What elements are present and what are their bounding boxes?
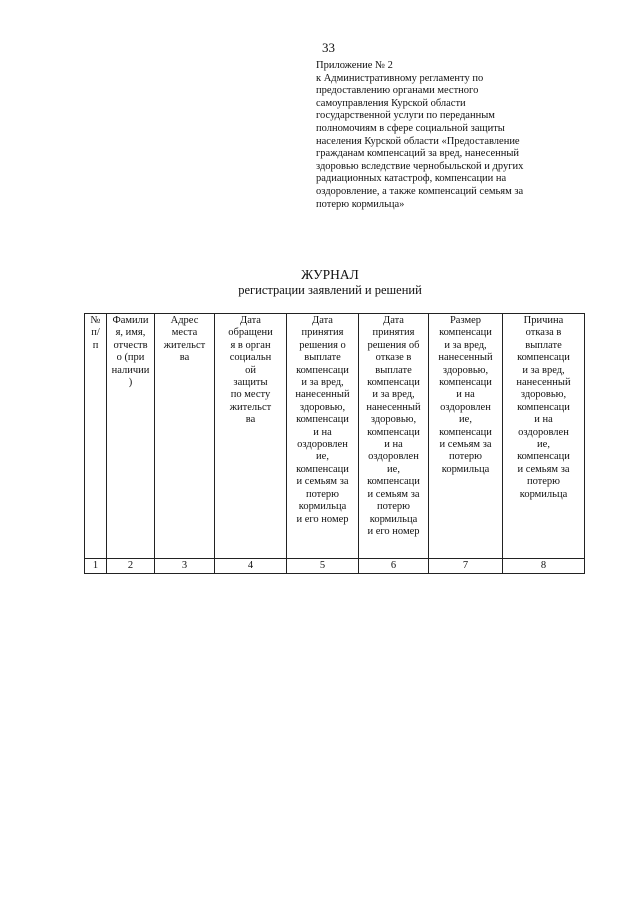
- column-number-cell: 8: [503, 559, 585, 574]
- column-number-cell: 3: [155, 559, 215, 574]
- column-number-cell: 6: [359, 559, 429, 574]
- column-number-cell: 4: [215, 559, 287, 574]
- table-column-number-row: [85, 559, 585, 574]
- column-number-cell: 5: [287, 559, 359, 574]
- journal-title: ЖУРНАЛ: [301, 267, 359, 282]
- column-header-payment-decision-date: Дата принятия решения о выплате компенсаци и за вред, нанесенный здоровью, компенсаци и на оздоровлен ие, компенсаци и семьям за потерю кормильца и его номер: [287, 314, 359, 559]
- registration-table: [84, 313, 585, 574]
- column-header-number: № п/ п: [85, 314, 107, 559]
- column-number-cell: 2: [107, 559, 155, 574]
- column-header-compensation-amount: Размер компенсаци и за вред, нанесенный здоровью, компенсаци и на оздоровлен ие, компенсаци и семьям за потерю кормильца: [429, 314, 503, 559]
- appendix-block: [316, 60, 576, 211]
- appendix-body: к Административному регламенту по предоставлению органами местного самоуправления Курской области государственной услуги по переданным полномочиям в сфере социальной защиты населения Курской области «Предоставление гражданам компенсаций за вред, нанесенный здоровью вследствие чернобыльской и других радиационных катастроф, компенсации на оздоровление, а также компенсаций семьям за потерю кормильца»: [316, 72, 524, 210]
- appendix-title: Приложение № 2: [316, 60, 393, 71]
- column-header-application-date: Дата обращени я в орган социальн ой защиты по месту жительст ва: [215, 314, 287, 559]
- column-number-cell: 7: [429, 559, 503, 574]
- column-header-refusal-decision-date: Дата принятия решения об отказе в выплате компенсаци и за вред, нанесенный здоровью, компенсаци и на оздоровлен ие, компенсаци и семьям за потерю кормильца и его номер: [359, 314, 429, 559]
- journal-subtitle: регистрации заявлений и решений: [238, 283, 422, 297]
- page-number: 33: [322, 40, 335, 55]
- column-header-full-name: Фамили я, имя, отчеств о (при наличии ): [107, 314, 155, 559]
- column-header-address: Адрес места жительст ва: [155, 314, 215, 559]
- column-header-refusal-reason: Причина отказа в выплате компенсаци и за вред, нанесенный здоровью, компенсаци и на оздоровлен ие, компенсаци и семьям за потерю кормильца: [503, 314, 585, 559]
- journal-heading: [200, 267, 460, 298]
- table-header-row: [85, 314, 585, 559]
- column-number-cell: 1: [85, 559, 107, 574]
